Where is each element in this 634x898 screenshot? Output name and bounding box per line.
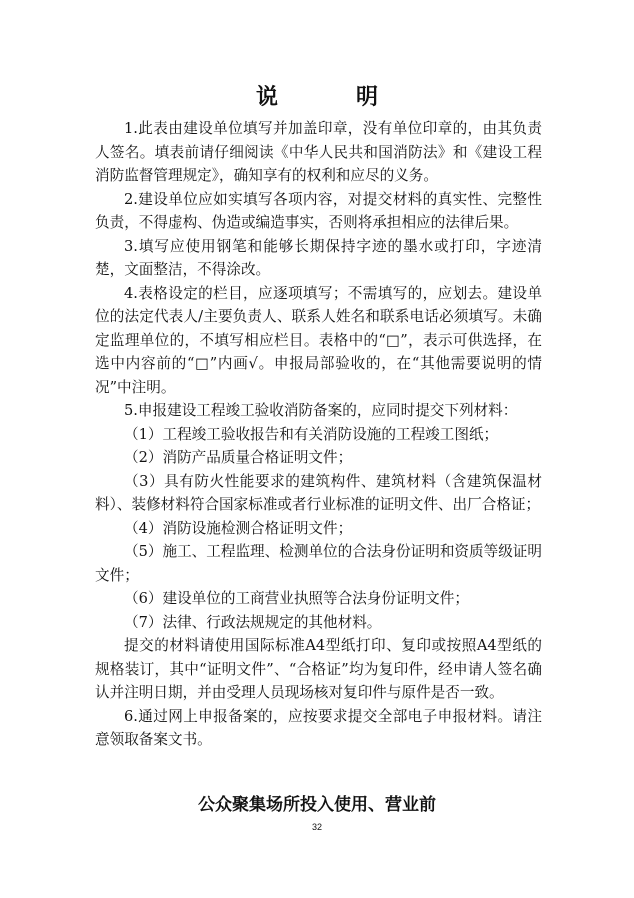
list-item-7: （7）法律、行政法规规定的其他材料。 <box>124 613 382 631</box>
instructions-body <box>95 117 542 752</box>
list-item-1: （1）工程竣工验收报告和有关消防设施的工程竣工图纸； <box>124 425 499 443</box>
list-item-5: （5）施工、工程监理、检测单位的合法身份证明和资质等级证明文件； <box>95 543 542 584</box>
paragraph-submission: 提交的材料请使用国际标准A4型纸打印、复印或按照A4型纸的规格装订，其中“证明文件”、“合格证”均为复印件，经申请人签名确认并注明日期，并由受理人员现场核对复印件与原件是否一致。 <box>95 637 542 701</box>
list-item-3: （3）具有防火性能要求的建筑构件、建筑材料（含建筑保温材料）、装修材料符合国家标准或者行业标准的证明文件、出厂合格证； <box>95 472 542 513</box>
paragraph-6: 6.通过网上申报备案的，应按要求提交全部电子申报材料。请注意领取备案文书。 <box>95 707 542 748</box>
list-item-4: （4）消防设施检测合格证明文件； <box>124 519 353 537</box>
paragraph-2: 2.建设单位应如实填写各项内容，对提交材料的真实性、完整性负责，不得虚构、伪造或编造事实，否则将承担相应的法律后果。 <box>95 190 542 231</box>
paragraph-5: 5.申报建设工程竣工验收消防备案的，应同时提交下列材料： <box>124 402 518 419</box>
next-section-title: 公众聚集场所投入使用、营业前 <box>198 795 436 815</box>
page-title: 说 明 <box>255 85 406 110</box>
paragraph-4: 4.表格设定的栏目，应逐项填写；不需填写的，应划去。建设单位的法定代表人/主要负责人、联系人姓名和联系电话必须填写。未确定监理单位的，不填写相应栏目。表格中的“□”，表示可供选择，在选中内容前的“□”内画√。申报局部验收的，在“其他需要说明的情况”中注明。 <box>95 284 542 396</box>
page-number: 32 <box>311 822 322 832</box>
list-item-6: （6）建设单位的工商营业执照等合法身份证明文件； <box>124 590 469 607</box>
list-item-2: （2）消防产品质量合格证明文件； <box>124 449 353 466</box>
paragraph-1: 1.此表由建设单位填写并加盖印章，没有单位印章的，由其负责人签名。填表前请仔细阅读《中华人民共和国消防法》和《建设工程消防监督管理规定》，确知享有的权利和应尽的义务。 <box>95 120 542 184</box>
paragraph-3: 3.填写应使用钢笔和能够长期保持字迹的墨水或打印，字迹清楚，文面整洁，不得涂改。 <box>95 237 542 278</box>
